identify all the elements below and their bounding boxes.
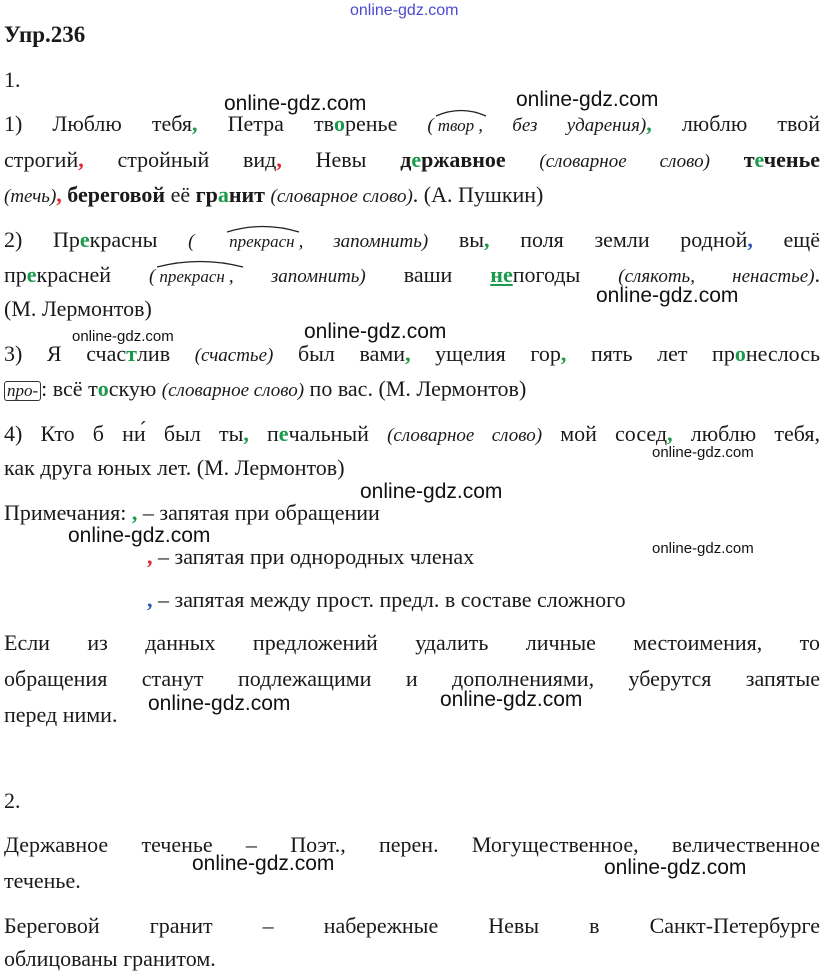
s1-line1: 1) Люблю тебя, Петра творенье ( твор , без ударения), люблю твой [4, 111, 820, 139]
s2-line1: 2) Прекрасны ( прекрасн , запомнить) вы, поля земли родной, ещё [4, 227, 820, 255]
notes-line3: , – запятая между прост. предл. в составе сложного [147, 587, 626, 612]
watermark: online-gdz.com [516, 88, 659, 111]
watermark: online-gdz.com [360, 480, 503, 503]
s1-line3: (течь), береговой её гранит (словарное слово). (А. Пушкин) [4, 182, 544, 207]
watermark: online-gdz.com [148, 692, 291, 715]
s2-line3: (М. Лермонтов) [4, 296, 152, 321]
s3-line2: про- : всё тоскую (словарное слово) по вас. (М. Лермонтов) [4, 376, 820, 404]
watermark: online-gdz.com [224, 92, 367, 115]
s2-line2: прекрасней ( прекрасн , запомнить) ваши непогоды (слякоть, ненастье). [4, 262, 820, 290]
watermark: online-gdz.com [440, 688, 583, 711]
prefix-box-mark: про- [4, 381, 41, 401]
watermark: online-gdz.com [652, 540, 754, 557]
para2-line2: теченье. [4, 868, 81, 893]
para2-line1: Державное теченье – Поэт., перен. Могущественное, величественное [4, 832, 820, 857]
para1-line2: обращения станут подлежащими и дополнениями, уберутся запятые [4, 666, 820, 691]
part1-label: 1. [4, 67, 21, 92]
root-arc-mark: прекрасн [155, 264, 228, 290]
part2-label: 2. [4, 788, 21, 813]
exercise-title: Упр.236 [4, 22, 86, 47]
root-arc-mark: прекрасн [225, 229, 298, 255]
s1-line2: строгий, стройный вид, Невы державное (словарное слово) теченье [4, 147, 820, 172]
notes-line1: Примечания: , – запятая при обращении [4, 500, 380, 525]
watermark: online-gdz.com [652, 444, 754, 461]
para1-line3: перед ними. [4, 702, 118, 727]
s4-line2: как друга юных лет. (М. Лермонтов) [4, 455, 345, 480]
watermark: online-gdz.com [304, 320, 447, 343]
watermark: online-gdz.com [72, 328, 174, 345]
watermark: online-gdz.com [596, 284, 739, 307]
para3-line1: Береговой гранит – набережные Невы в Санкт-Петербурге [4, 913, 820, 938]
watermark: online-gdz.com [192, 852, 335, 875]
para1-line1: Если из данных предложений удалить личные местоимения, то [4, 630, 820, 655]
root-arc-mark: твор [434, 113, 478, 139]
notes-line2: , – запятая при однородных членах [147, 544, 475, 569]
watermark-top: online-gdz.com [350, 2, 459, 19]
s4-line1: 4) Кто б ни́ был ты, печальный (словарное слово) мой сосед, люблю тебя, [4, 421, 820, 446]
para3-line2: облицованы гранитом. [4, 946, 216, 971]
watermark: online-gdz.com [604, 856, 747, 879]
watermark: online-gdz.com [68, 524, 211, 547]
s3-line1: 3) Я счастлив (счастье) был вами, ущелия гор, пять лет пронеслось [4, 341, 821, 366]
